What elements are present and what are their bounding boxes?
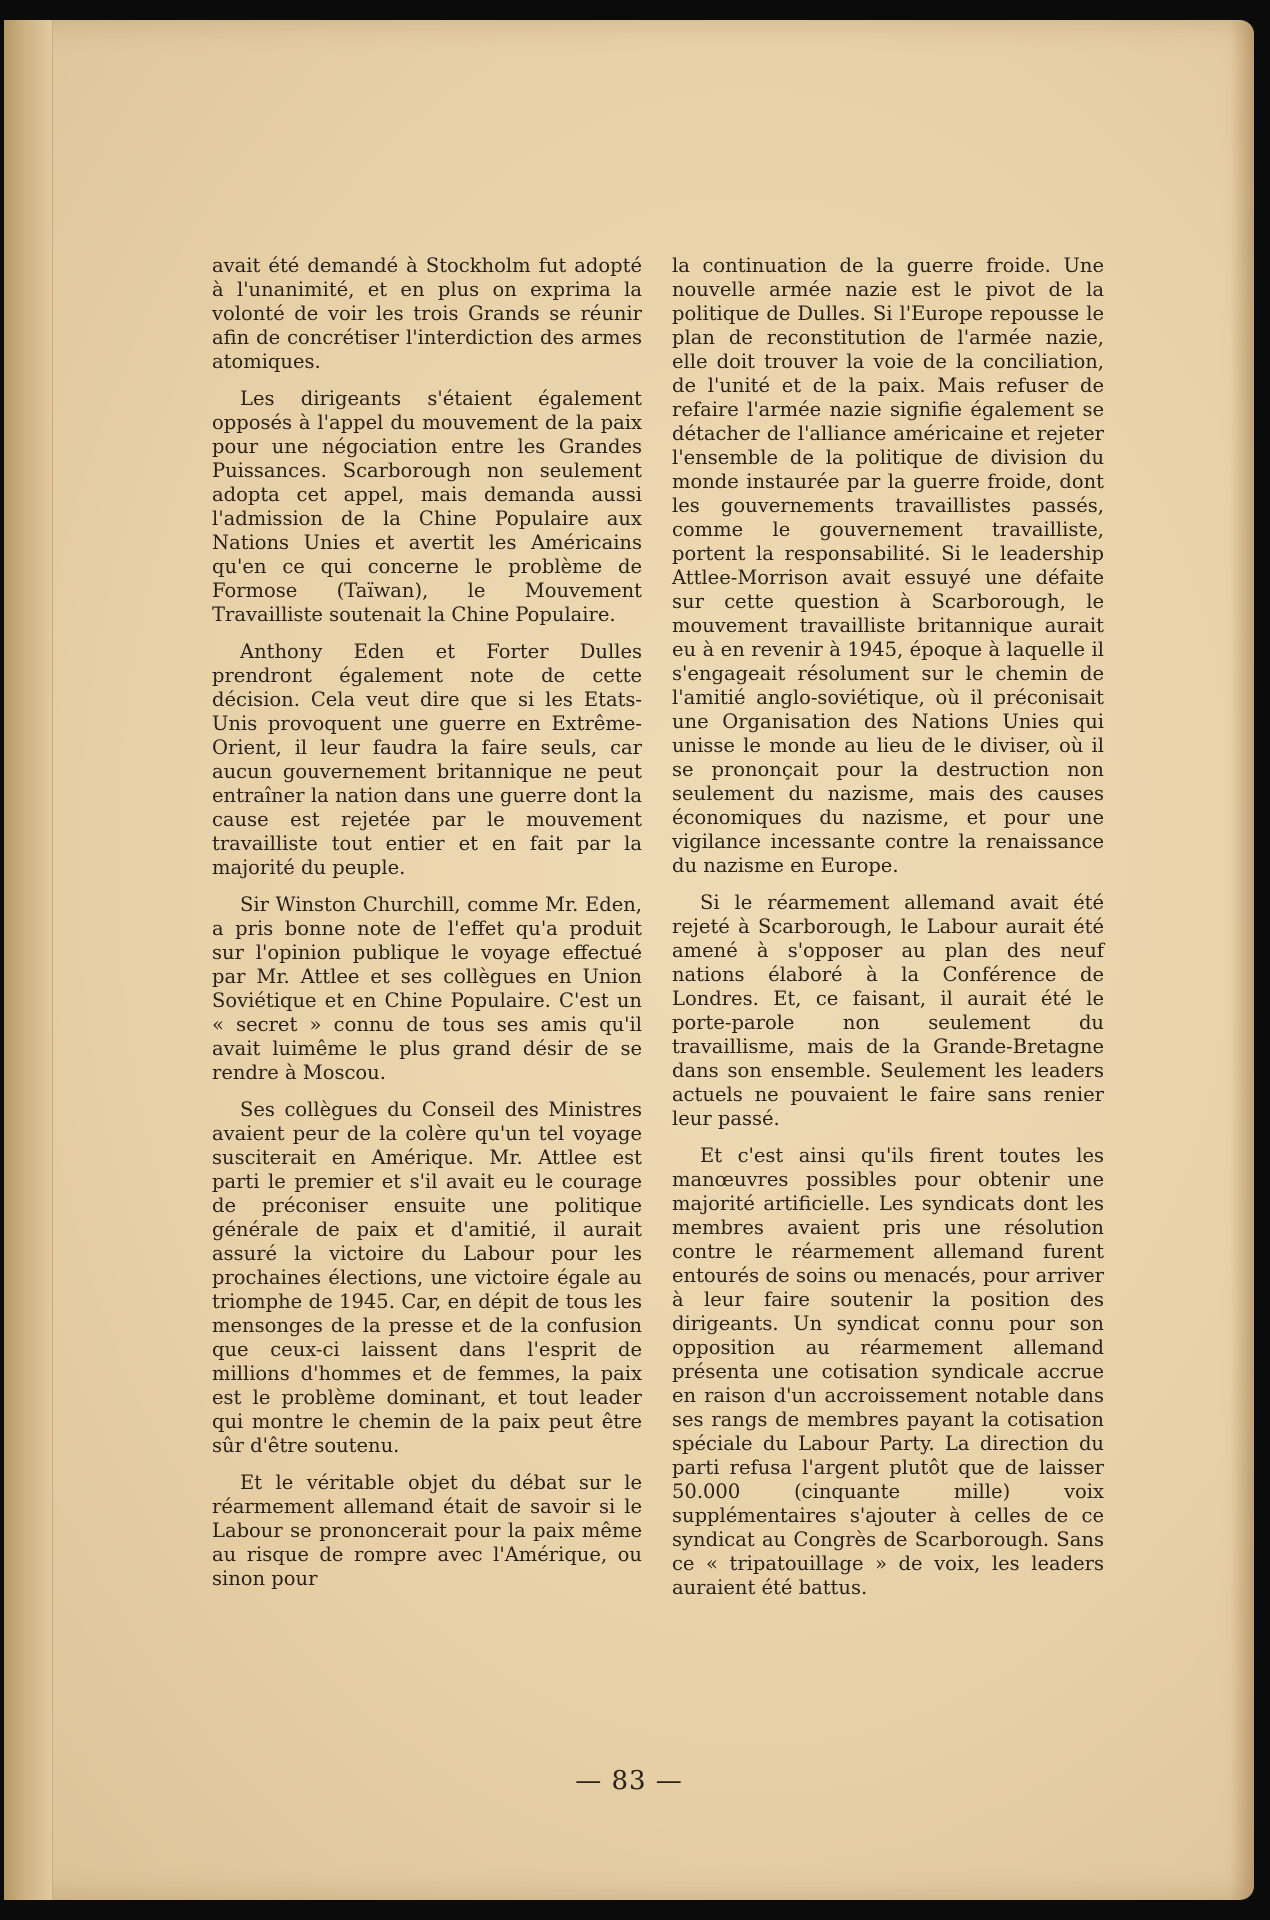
paragraph: Sir Winston Churchill, comme Mr. Eden, a pris bonne note de l'effet qu'a produit sur l'opinion publique le voyage effectué par Mr. Attlee et ses collègues en Union Soviétique et en Chine Populaire. C'est un « secret » connu de tous ses amis qu'il avait luimême le plus grand désir de se rendre à Moscou. [212,893,642,1084]
paragraph: Et le véritable objet du débat sur le réarmement allemand était de savoir si le Labour se prononcerait pour la paix même au risque de rompre avec l'Amérique, ou sinon pour [212,1471,642,1590]
paragraph: Si le réarmement allemand avait été rejeté à Scarborough, le Labour aurait été amené à s'opposer au plan des neuf nations élaboré à la Conférence de Londres. Et, ce faisant, il aurait été le porte-parole non seulement du travaillisme, mais de la Grande-Bretagne dans son ensemble. Seulement les leaders actuels ne pouvaient le faire sans renier leur passé. [672,891,1104,1130]
left-column [212,254,642,1604]
paragraph: Les dirigeants s'étaient également opposés à l'appel du mouvement de la paix pour une négociation entre les Grandes Puissances. Scarborough non seulement adopta cet appel, mais demanda aussi l'admission de la Chine Populaire aux Nations Unies et avertit les Américains qu'en ce qui concerne le problème de Formose (Taïwan), le Mouvement Travailliste soutenait la Chine Populaire. [212,387,642,626]
paragraph: Ses collègues du Conseil des Ministres avaient peur de la colère qu'un tel voyage susciterait en Amérique. Mr. Attlee est parti le premier et s'il avait eu le courage de préconiser ensuite une politique générale de paix et d'amitié, il aurait assuré la victoire du Labour pour les prochaines élections, une victoire égale au triomphe de 1945. Car, en dépit de tous les mensonges de la presse et de la confusion que ceux-ci laissent dans l'esprit de millions d'hommes et de femmes, la paix est le problème dominant, et tout leader qui montre le chemin de la paix peut être sûr d'être soutenu. [212,1098,642,1457]
page-edge [1230,20,1254,1900]
page-gutter [4,20,53,1900]
paragraph: la continuation de la guerre froide. Une nouvelle armée nazie est le pivot de la politique de Dulles. Si l'Europe repousse le plan de reconstitution de l'armée nazie, elle doit trouver la voie de la conciliation, de l'unité et de la paix. Mais refuser de refaire l'armée nazie signifie également se détacher de l'alliance américaine et rejeter l'ensemble de la politique de division du monde instaurée par la guerre froide, dont les gouvernements travaillistes passés, comme le gouvernement travailliste, portent la responsabilité. Si le leadership Attlee-Morrison avait essuyé une défaite sur cette question à Scarborough, le mouvement travailliste britannique aurait eu à en revenir à 1945, époque à laquelle il s'engageait résolument sur le chemin de l'amitié anglo-soviétique, où il préconisait une Organisation des Nations Unies qui unisse le monde au lieu de le diviser, où il se prononçait pour la destruction non seulement du nazisme, mais des causes économiques du nazisme, et pour une vigilance incessante contre la renaissance du nazisme en Europe. [672,254,1104,877]
paragraph: avait été demandé à Stockholm fut adopté à l'unanimité, et en plus on exprima la volonté de voir les trois Grands se réunir afin de concrétiser l'interdiction des armes atomiques. [212,254,642,373]
paragraph: Et c'est ainsi qu'ils firent toutes les manœuvres possibles pour obtenir une majorité artificielle. Les syndicats dont les membres avaient pris une résolution contre le réarmement allemand furent entourés de soins ou menacés, pour arriver à leur faire soutenir la position des dirigeants. Un syndicat connu pour son opposition au réarmement allemand présenta une cotisation syndicale accrue en raison d'un accroissement notable dans ses rangs de membres payant la cotisation spéciale du Labour Party. La direction du parti refusa l'argent plutôt que de laisser 50.000 (cinquante mille) voix supplémentaires s'ajouter à celles de ce syndicat au Congrès de Scarborough. Sans ce « tripatouillage » de voix, les leaders auraient été battus. [672,1144,1104,1599]
paragraph: Anthony Eden et Forter Dulles prendront également note de cette décision. Cela veut dire que si les Etats-Unis provoquent une guerre en Extrême-Orient, il leur faudra la faire seuls, car aucun gouvernement britannique ne peut entraîner la nation dans une guerre dont la cause est rejetée par le mouvement travailliste tout entier et en fait par la majorité du peuple. [212,640,642,879]
page-number: — 83 — [575,1766,683,1796]
book-page [4,20,1254,1900]
right-column [672,254,1104,1613]
